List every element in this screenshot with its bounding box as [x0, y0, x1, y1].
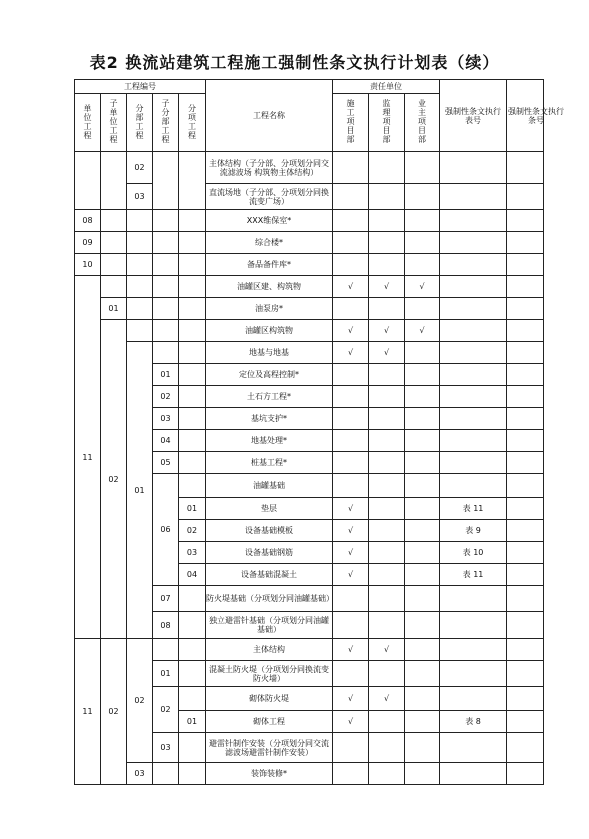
table-row: 01 垫层 √ 表 11 [75, 498, 544, 520]
table-row: 11 02 02 主体结构 √ √ [75, 639, 544, 661]
table-row: 01 砌体工程 √ 表 8 [75, 711, 544, 733]
header-table-no: 强制性条文执行表号 [440, 80, 507, 152]
page-title: 表2 换流站建筑工程施工强制性条文执行计划表（续） [89, 53, 500, 72]
header-supervision: 监理项目部 [369, 94, 405, 152]
header-name: 工程名称 [206, 80, 333, 152]
table-row: 01 定位及高程控制* [75, 364, 544, 386]
table-row: 08 独立避雷针基础（分项划分同油罐基础） [75, 612, 544, 639]
header-group-resp: 责任单位 [333, 80, 440, 94]
table-row: 03 装饰装修* [75, 763, 544, 785]
table-row: 02 土石方工程* [75, 386, 544, 408]
header-item: 分项工程 [179, 94, 206, 152]
table-row: 03 直流场地（子分部、分项划分同换流变广场） [75, 184, 544, 210]
header-subdivision: 子分部工程 [153, 94, 179, 152]
table-row: 01 混凝土防火堤（分项划分同换流变防火墙） [75, 661, 544, 687]
header-construction: 施工项目部 [333, 94, 369, 152]
table-row: 02 油罐区构筑物 √ √ √ [75, 320, 544, 342]
table-row: 03 设备基础钢筋 √ 表 10 [75, 542, 544, 564]
header-unit: 单位工程 [75, 94, 101, 152]
table-row: 01 油泵房* [75, 298, 544, 320]
table-row: 03 避雷针制作安装（分项划分同交流滤波场避雷针制作安装） [75, 733, 544, 763]
table-row: 04 地基处理* [75, 430, 544, 452]
table-row: 02 主体结构（子分部、分项划分同交流滤波场 构筑物主体结构） [75, 152, 544, 184]
header-owner: 业主项目部 [405, 94, 440, 152]
table-row: 09 综合楼* [75, 232, 544, 254]
table-row: 10 备品备件库* [75, 254, 544, 276]
header-group-code: 工程编号 [75, 80, 206, 94]
table-row: 04 设备基础混凝土 √ 表 11 [75, 564, 544, 586]
table-row: 07 防火堤基础（分项划分同油罐基础） [75, 586, 544, 612]
table-row: 02 设备基础模板 √ 表 9 [75, 520, 544, 542]
table-row: 03 基坑支护* [75, 408, 544, 430]
header-clause-no: 强制性条文执行条号 [507, 80, 544, 152]
plan-table [74, 79, 565, 785]
table-row: 06 油罐基础 [75, 474, 544, 498]
table-row: 05 桩基工程* [75, 452, 544, 474]
header-division: 分部工程 [127, 94, 153, 152]
table-row: 01 地基与地基 √ √ [75, 342, 544, 364]
table-row: 08 XXX维保室* [75, 210, 544, 232]
header-subunit: 子单位工程 [101, 94, 127, 152]
table-row: 02 砌体防火堤 √ √ [75, 687, 544, 711]
table-row: 11 油罐区建、构筑物 √ √ √ [75, 276, 544, 298]
